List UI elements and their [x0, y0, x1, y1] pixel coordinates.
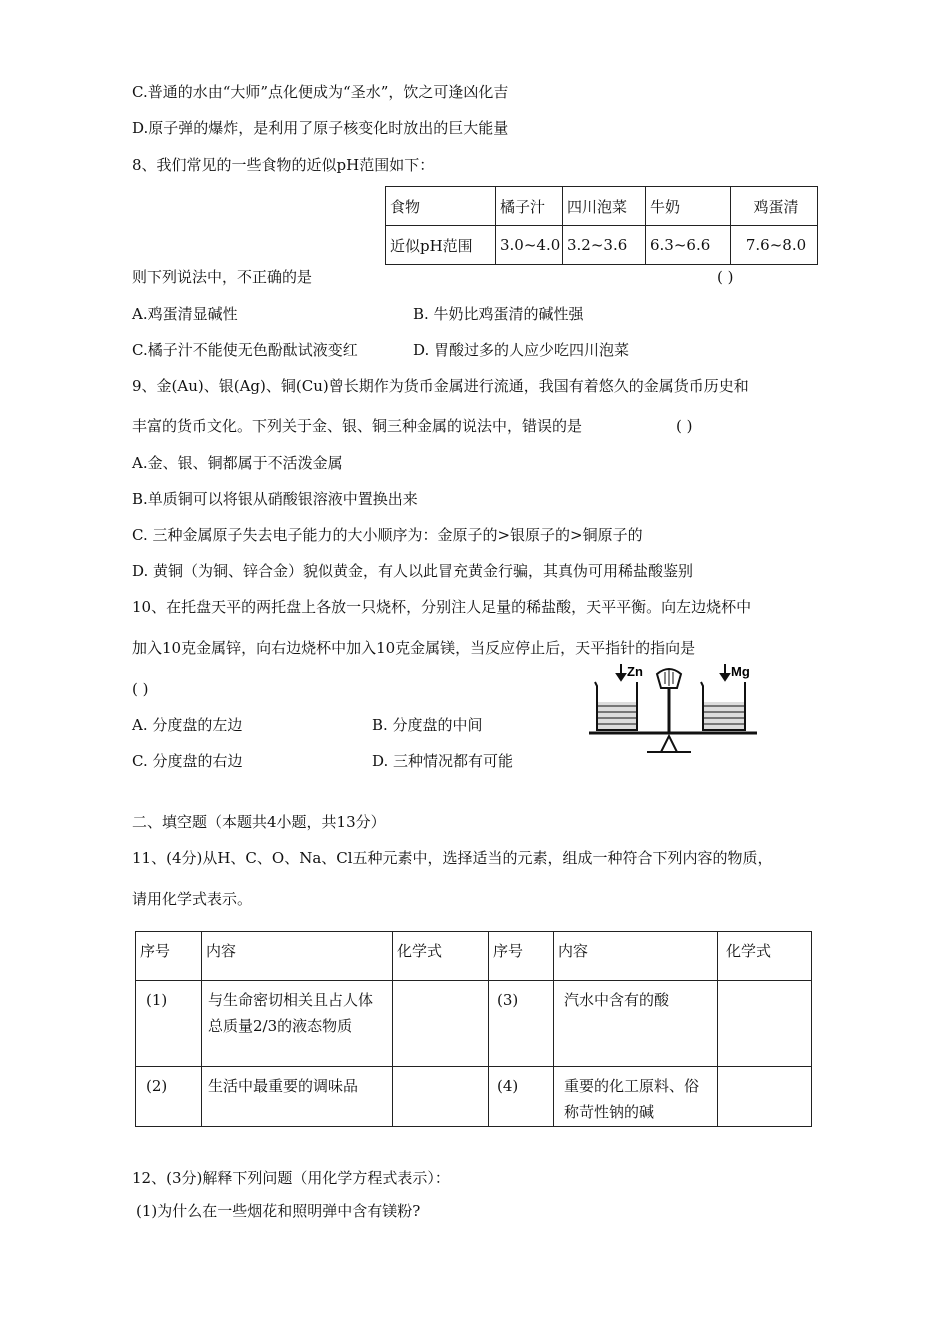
left-zinc-arrow-icon [617, 664, 625, 680]
balance-figure [585, 660, 765, 760]
ph-value-orange: 3.0~4.0 [496, 226, 563, 265]
ph-header-eggwhite: 鸡蛋清 [731, 187, 818, 226]
right-metal-label: Mg [731, 664, 750, 679]
ph-header-food: 食物 [386, 187, 496, 226]
formula-content-2: 生活中最重要的调味品 [202, 1067, 393, 1127]
ph-value-milk: 6.3~6.6 [646, 226, 731, 265]
q10-option-b: B. 分度盘的中间 [372, 716, 483, 734]
q10-option-d: D. 三种情况都有可能 [372, 752, 514, 770]
formula-table-row-2 [136, 1067, 812, 1127]
formula-no-2: (2) [136, 1067, 202, 1127]
q7-option-c: C.普通的水由“大师”点化便成为“圣水”，饮之可逢凶化吉 [132, 83, 509, 101]
formula-table-header-row [136, 932, 812, 981]
section-2-heading: 二、填空题（本题共4小题，共13分） [132, 813, 386, 831]
q11-stem-line2: 请用化学式表示。 [132, 890, 253, 908]
q12-part-1: (1)为什么在一些烟花和照明弹中含有镁粉? [136, 1202, 421, 1220]
formula-table-row-1 [136, 981, 812, 1067]
formula-answer-2[interactable] [393, 1067, 489, 1127]
ph-row-label: 近似pH范围 [386, 226, 496, 265]
formula-answer-3[interactable] [718, 981, 812, 1067]
ph-table-header-row [386, 187, 818, 226]
left-beaker-icon [595, 682, 637, 730]
formula-header-no-2: 序号 [489, 932, 554, 981]
q9-stem-line2: 丰富的货币文化。下列关于金、银、铜三种金属的说法中，错误的是 [132, 417, 583, 435]
formula-content-4: 重要的化工原料、俗称苛性钠的碱 [554, 1067, 718, 1127]
formula-header-formula-2: 化学式 [718, 932, 812, 981]
q9-option-d: D. 黄铜（为铜、锌合金）貌似黄金，有人以此冒充黄金行骗，其真伪可用稀盐酸鉴别 [132, 562, 694, 580]
q12-stem: 12、(3分)解释下列问题（用化学方程式表示）： [132, 1169, 450, 1187]
formula-no-3: (3) [489, 981, 554, 1067]
formula-answer-4[interactable] [718, 1067, 812, 1127]
ph-header-pickle: 四川泡菜 [563, 187, 646, 226]
q8-option-b: B. 牛奶比鸡蛋清的碱性强 [413, 305, 584, 323]
q10-option-a: A. 分度盘的左边 [132, 716, 243, 734]
right-beaker-icon [701, 682, 745, 730]
q10-option-c: C. 分度盘的右边 [132, 752, 243, 770]
q9-option-b: B.单质铜可以将银从硝酸银溶液中置换出来 [132, 490, 418, 508]
formula-header-content-1: 内容 [202, 932, 393, 981]
q8-option-d: D. 胃酸过多的人应少吃四川泡菜 [413, 341, 630, 359]
formula-no-1: (1) [136, 981, 202, 1067]
formula-no-4: (4) [489, 1067, 554, 1127]
formula-header-content-2: 内容 [554, 932, 718, 981]
q8-option-c: C.橘子汁不能使无色酚酞试液变红 [132, 341, 358, 359]
ph-table [385, 186, 818, 265]
q8-stem: 8、我们常见的一些食物的近似pH范围如下： [132, 156, 435, 174]
formula-content-3: 汽水中含有的酸 [554, 981, 718, 1067]
formula-header-formula-1: 化学式 [393, 932, 489, 981]
ph-table-value-row [386, 226, 818, 265]
q11-stem-line1: 11、(4分)从H、C、O、Na、Cl五种元素中，选择适当的元素，组成一种符合下列内容的物质， [132, 849, 773, 867]
ph-value-eggwhite: 7.6~8.0 [731, 226, 818, 265]
q9-option-a: A.金、银、铜都属于不活泼金属 [132, 454, 343, 472]
ph-value-pickle: 3.2~3.6 [563, 226, 646, 265]
q7-option-d: D.原子弹的爆炸，是利用了原子核变化时放出的巨大能量 [132, 119, 509, 137]
q9-option-c: C. 三种金属原子失去电子能力的大小顺序为：金原子的>银原子的>铜原子的 [132, 526, 643, 544]
left-metal-label: Zn [627, 664, 643, 679]
q10-stem-line2: 加入10克金属锌，向右边烧杯中加入10克金属镁，当反应停止后，天平指针的指向是 [132, 639, 696, 657]
q8-answer-paren: ( ) [717, 268, 734, 286]
formula-content-1: 与生命密切相关且占人体总质量2/3的液态物质 [202, 981, 393, 1067]
q10-stem-line1: 10、在托盘天平的两托盘上各放一只烧杯，分别注人足量的稀盐酸，天平平衡。向左边烧杯中 [132, 598, 752, 616]
ph-header-orange: 橘子汁 [496, 187, 563, 226]
formula-header-no-1: 序号 [136, 932, 202, 981]
q8-prompt: 则下列说法中，不正确的是 [132, 268, 313, 286]
formula-answer-1[interactable] [393, 981, 489, 1067]
formula-table [135, 931, 812, 1127]
q8-option-a: A.鸡蛋清显碱性 [132, 305, 238, 323]
q10-answer-paren: ( ) [132, 680, 149, 698]
right-magnesium-arrow-icon [721, 664, 729, 680]
ph-header-milk: 牛奶 [646, 187, 731, 226]
q9-answer-paren: ( ) [676, 417, 693, 435]
q9-stem-line1: 9、金(Au)、银(Ag)、铜(Cu)曾长期作为货币金属进行流通，我国有着悠久的金属货币历史和 [132, 377, 749, 395]
